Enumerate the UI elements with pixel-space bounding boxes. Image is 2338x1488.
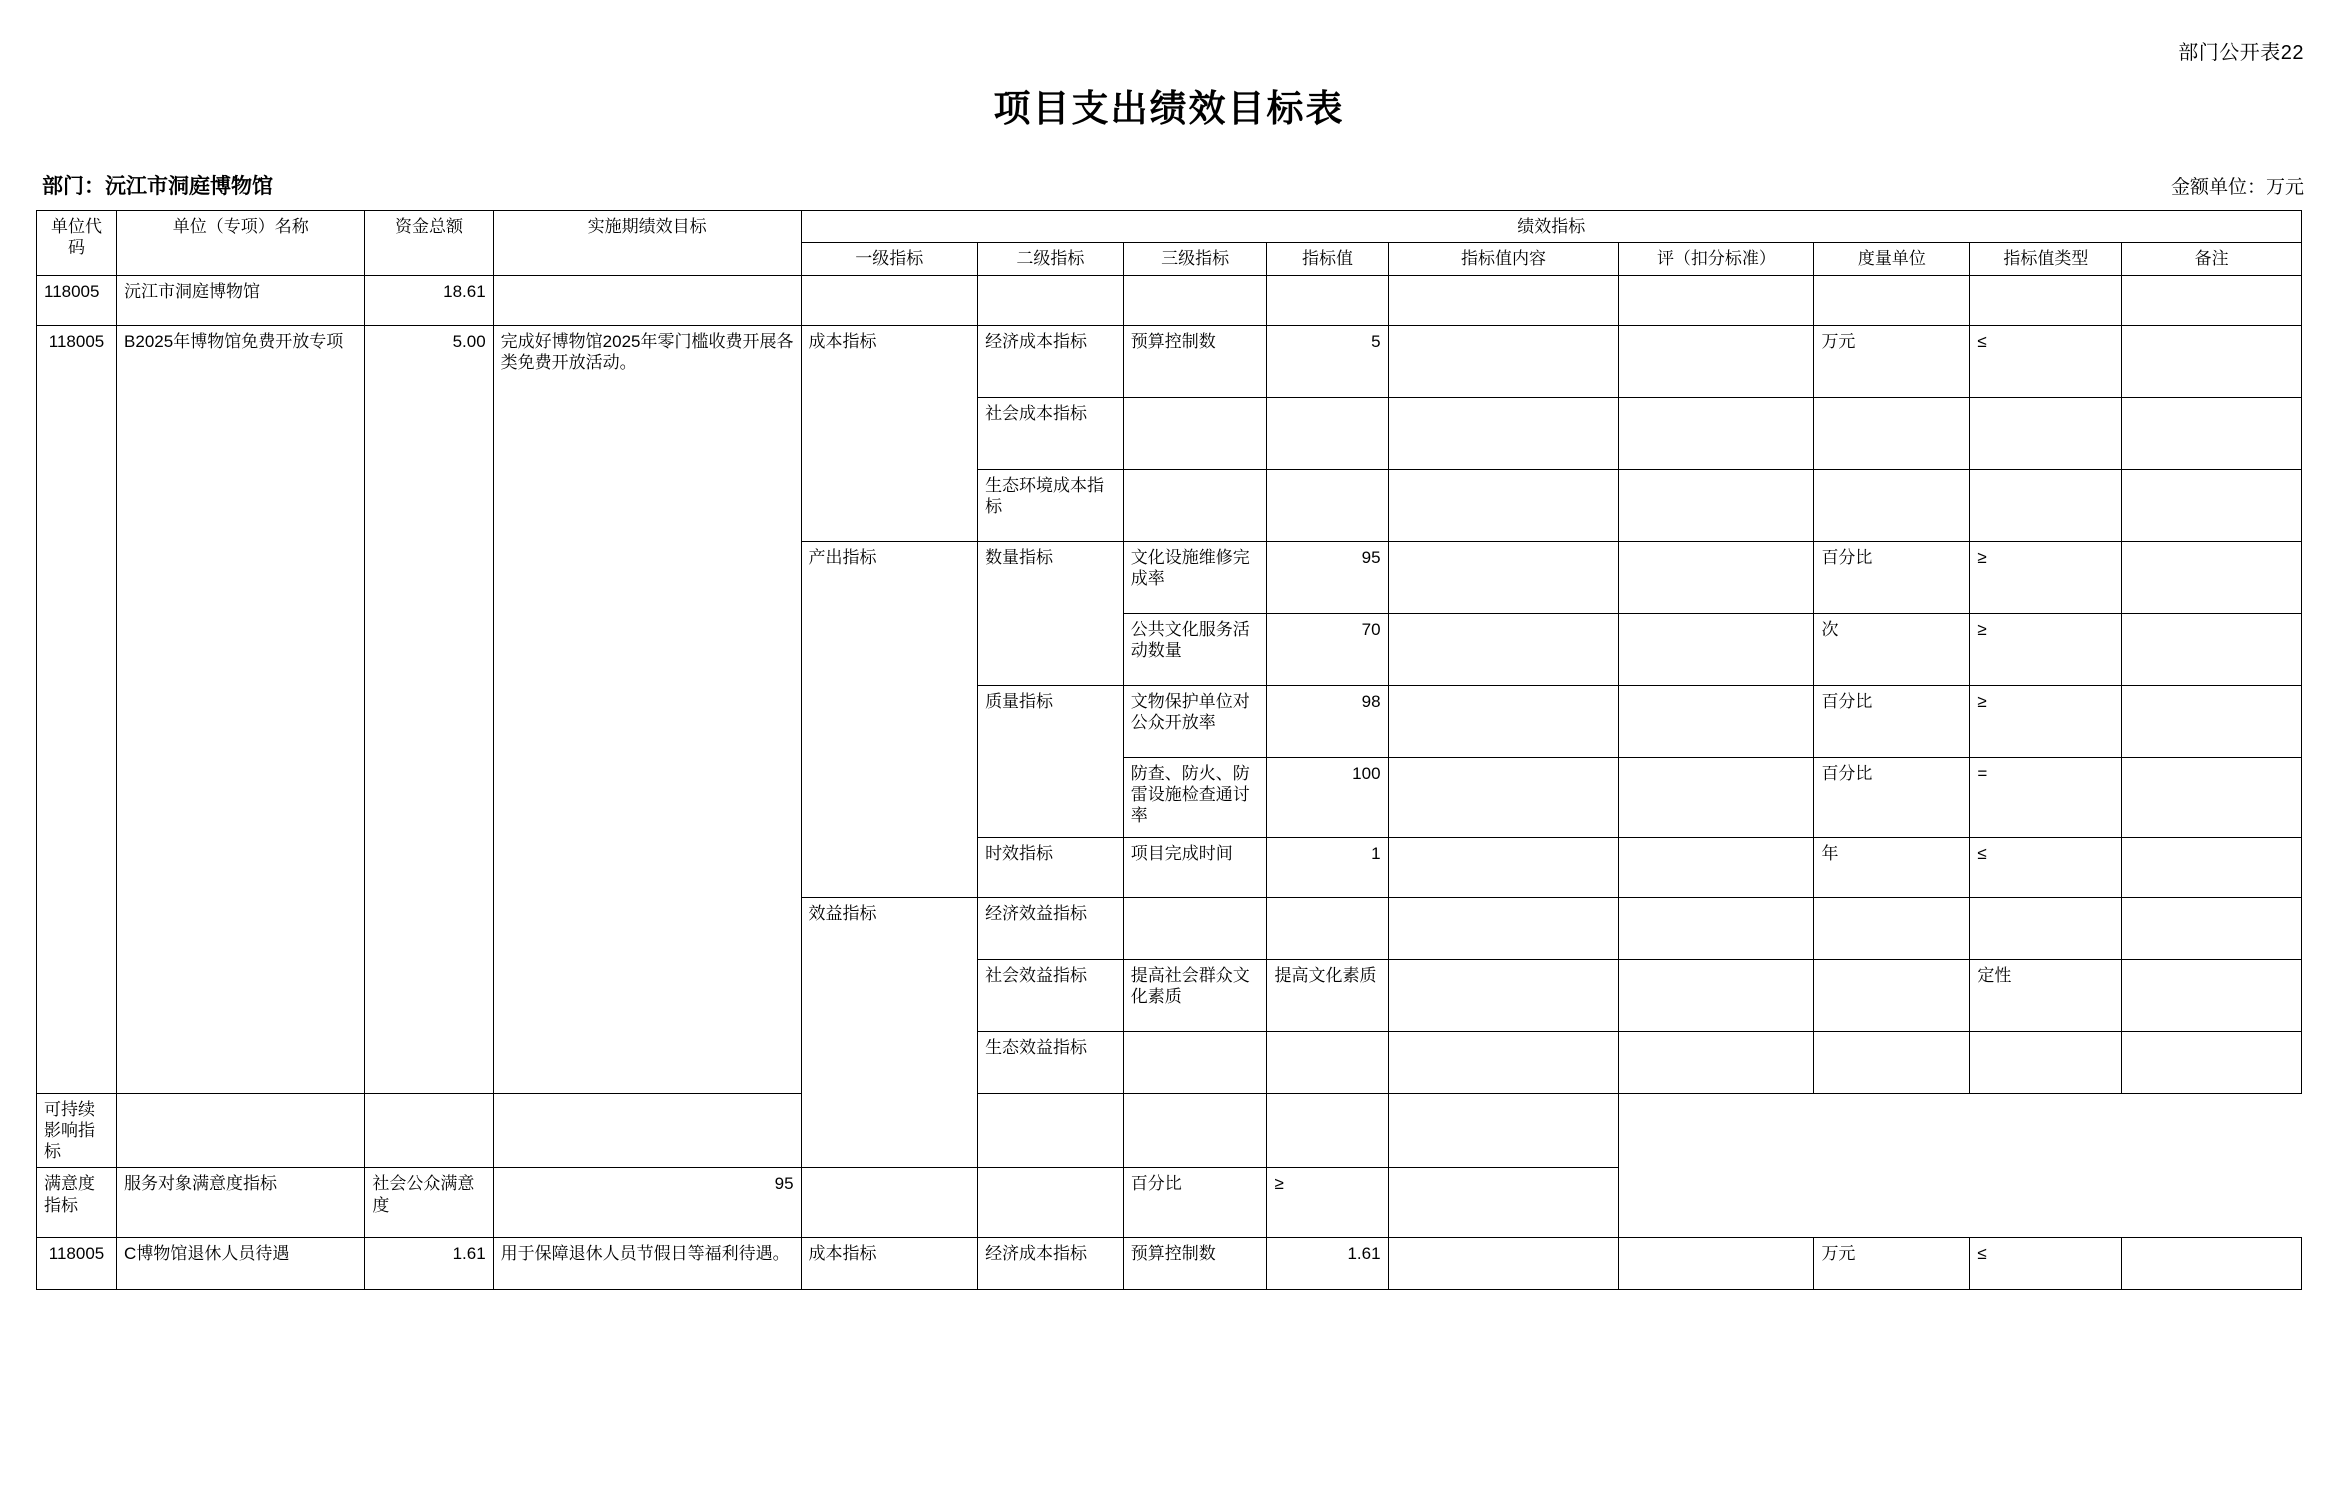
cell-remark xyxy=(2122,959,2302,1031)
cell-level2: 质量指标 xyxy=(978,685,1124,837)
cell-level2: 经济成本指标 xyxy=(978,325,1124,397)
cell-remark xyxy=(2122,469,2302,541)
cell-unit-name: 沅江市洞庭博物馆 xyxy=(117,275,365,325)
cell-level3: 公共文化服务活动数量 xyxy=(1123,613,1267,685)
col-measure-unit: 度量单位 xyxy=(1814,243,1970,275)
cell-value-type: 定性 xyxy=(1970,959,2122,1031)
cell-total-funds: 1.61 xyxy=(365,1238,493,1290)
cell-level3: 社会公众满意度 xyxy=(365,1168,493,1238)
performance-target-table xyxy=(36,210,2302,1290)
cell-level2: 数量指标 xyxy=(978,541,1124,685)
cell-measure-unit: 万元 xyxy=(1814,325,1970,397)
col-unit-code: 单位代码 xyxy=(37,211,117,276)
cell-score-standard xyxy=(978,1168,1124,1238)
cell-value-type: ≥ xyxy=(1970,613,2122,685)
cell-score-standard xyxy=(1619,1238,1814,1290)
amount-unit-label: 金额单位：万元 xyxy=(2170,177,2304,198)
cell-level2: 可持续影响指标 xyxy=(37,1093,117,1168)
cell-remark xyxy=(2122,1238,2302,1290)
cell-target-value-content xyxy=(801,1168,978,1238)
cell-total-funds: 18.61 xyxy=(365,275,493,325)
col-unit-name: 单位（专项）名称 xyxy=(117,211,365,276)
cell-remark xyxy=(2122,275,2302,325)
cell-level1: 产出指标 xyxy=(801,541,978,897)
cell-score-standard xyxy=(1619,685,1814,757)
cell-remark xyxy=(2122,757,2302,837)
cell-unit-name: C博物馆退休人员待遇 xyxy=(117,1238,365,1290)
cell-remark xyxy=(2122,1031,2302,1093)
cell-target-value: 95 xyxy=(493,1168,801,1238)
cell-measure-unit xyxy=(1814,1031,1970,1093)
cell-level2: 经济效益指标 xyxy=(978,897,1124,959)
cell-remark xyxy=(2122,897,2302,959)
cell-remark xyxy=(2122,325,2302,397)
cell-measure-unit: 百分比 xyxy=(1814,685,1970,757)
cell-score-standard xyxy=(1619,613,1814,685)
cell-target-value: 提高文化素质 xyxy=(1267,959,1388,1031)
cell-level2: 时效指标 xyxy=(978,837,1124,897)
col-value-type: 指标值类型 xyxy=(1970,243,2122,275)
cell-measure-unit: 百分比 xyxy=(1123,1168,1267,1238)
cell-target-value xyxy=(1267,275,1388,325)
cell-measure-unit: 百分比 xyxy=(1814,541,1970,613)
cell-level1: 成本指标 xyxy=(801,1238,978,1290)
cell-level3: 提高社会群众文化素质 xyxy=(1123,959,1267,1031)
cell-level3: 防查、防火、防雷设施检查通讨率 xyxy=(1123,757,1267,837)
col-level2: 二级指标 xyxy=(978,243,1124,275)
cell-level1: 满意度指标 xyxy=(37,1168,117,1238)
cell-target-value-content xyxy=(1388,837,1619,897)
cell-level3 xyxy=(1123,897,1267,959)
cell-target-value-content xyxy=(1388,685,1619,757)
cell-measure-unit: 次 xyxy=(1814,613,1970,685)
table-row xyxy=(37,1238,2302,1290)
cell-level2: 生态效益指标 xyxy=(978,1031,1124,1093)
cell-measure-unit xyxy=(1814,397,1970,469)
cell-score-standard xyxy=(978,1093,1124,1168)
cell-target-value xyxy=(1267,469,1388,541)
cell-target-value: 100 xyxy=(1267,757,1388,837)
cell-target-value-content xyxy=(1388,959,1619,1031)
cell-remark xyxy=(1388,1168,1619,1238)
meta-row xyxy=(0,170,2338,198)
table-row xyxy=(37,325,2302,397)
col-perf-indicator-group: 绩效指标 xyxy=(801,211,2301,243)
cell-target-value-content xyxy=(493,1093,801,1168)
cell-target-value-content xyxy=(1388,757,1619,837)
cell-measure-unit xyxy=(1814,469,1970,541)
cell-level1: 效益指标 xyxy=(801,897,978,1168)
col-level3: 三级指标 xyxy=(1123,243,1267,275)
col-target-value-content: 指标值内容 xyxy=(1388,243,1619,275)
cell-level3 xyxy=(117,1093,365,1168)
cell-target-value-content xyxy=(1388,1031,1619,1093)
cell-target-value xyxy=(365,1093,493,1168)
cell-target-value-content xyxy=(1388,613,1619,685)
cell-level2: 社会成本指标 xyxy=(978,397,1124,469)
cell-value-type: ≥ xyxy=(1267,1168,1388,1238)
cell-level3: 预算控制数 xyxy=(1123,325,1267,397)
table-row xyxy=(37,1093,2302,1168)
cell-score-standard xyxy=(1619,397,1814,469)
cell-remark xyxy=(2122,613,2302,685)
cell-level2: 社会效益指标 xyxy=(978,959,1124,1031)
cell-level3: 文物保护单位对公众开放率 xyxy=(1123,685,1267,757)
cell-remark xyxy=(2122,541,2302,613)
cell-target-value-content xyxy=(1388,897,1619,959)
cell-target-value: 95 xyxy=(1267,541,1388,613)
table-header-row-1 xyxy=(37,211,2302,243)
cell-target-value: 1.61 xyxy=(1267,1238,1388,1290)
form-code-label: 部门公开表22 xyxy=(2178,42,2304,64)
cell-score-standard xyxy=(1619,959,1814,1031)
cell-measure-unit: 年 xyxy=(1814,837,1970,897)
cell-level3: 预算控制数 xyxy=(1123,1238,1267,1290)
cell-unit-code: 118005 xyxy=(37,275,117,325)
department-label: 部门：沅江市洞庭博物馆 xyxy=(42,175,273,198)
cell-target-value-content xyxy=(1388,325,1619,397)
cell-value-type xyxy=(1970,1031,2122,1093)
cell-score-standard xyxy=(1619,757,1814,837)
cell-unit-name: B2025年博物馆免费开放专项 xyxy=(117,325,365,1093)
cell-score-standard xyxy=(1619,897,1814,959)
cell-value-type: ≤ xyxy=(1970,1238,2122,1290)
cell-period-goal xyxy=(493,275,801,325)
cell-target-value xyxy=(1267,1031,1388,1093)
cell-level1: 成本指标 xyxy=(801,325,978,541)
cell-target-value-content xyxy=(1388,469,1619,541)
col-level1: 一级指标 xyxy=(801,243,978,275)
cell-level2 xyxy=(978,275,1124,325)
col-score-standard: 评（扣分标准） xyxy=(1619,243,1814,275)
cell-value-type: ≥ xyxy=(1970,685,2122,757)
table-row xyxy=(37,1168,2302,1238)
cell-measure-unit xyxy=(1814,897,1970,959)
cell-target-value: 70 xyxy=(1267,613,1388,685)
col-total-funds: 资金总额 xyxy=(365,211,493,276)
cell-level2: 经济成本指标 xyxy=(978,1238,1124,1290)
cell-value-type xyxy=(1970,275,2122,325)
cell-value-type xyxy=(1970,469,2122,541)
cell-value-type xyxy=(1970,897,2122,959)
cell-level3 xyxy=(1123,397,1267,469)
cell-value-type xyxy=(1970,397,2122,469)
cell-score-standard xyxy=(1619,1031,1814,1093)
cell-level1 xyxy=(801,275,978,325)
col-period-goal: 实施期绩效目标 xyxy=(493,211,801,276)
cell-target-value: 1 xyxy=(1267,837,1388,897)
cell-score-standard xyxy=(1619,275,1814,325)
cell-value-type: ≤ xyxy=(1970,325,2122,397)
cell-level3: 项目完成时间 xyxy=(1123,837,1267,897)
cell-measure-unit xyxy=(1814,275,1970,325)
cell-total-funds: 5.00 xyxy=(365,325,493,1093)
cell-target-value-content xyxy=(1388,275,1619,325)
cell-level3 xyxy=(1123,275,1267,325)
cell-measure-unit: 百分比 xyxy=(1814,757,1970,837)
cell-target-value-content xyxy=(1388,397,1619,469)
cell-target-value-content xyxy=(1388,541,1619,613)
cell-remark xyxy=(2122,837,2302,897)
cell-level2: 生态环境成本指标 xyxy=(978,469,1124,541)
cell-period-goal: 完成好博物馆2025年零门槛收费开展各类免费开放活动。 xyxy=(493,325,801,1093)
col-target-value: 指标值 xyxy=(1267,243,1388,275)
page-title: 项目支出绩效目标表 xyxy=(993,88,1345,129)
cell-score-standard xyxy=(1619,469,1814,541)
cell-score-standard xyxy=(1619,541,1814,613)
cell-remark xyxy=(2122,397,2302,469)
cell-value-type: ≤ xyxy=(1970,837,2122,897)
cell-period-goal: 用于保障退休人员节假日等福利待遇。 xyxy=(493,1238,801,1290)
cell-target-value xyxy=(1267,397,1388,469)
cell-value-type xyxy=(1267,1093,1388,1168)
cell-score-standard xyxy=(1619,837,1814,897)
cell-target-value: 98 xyxy=(1267,685,1388,757)
cell-unit-code: 118005 xyxy=(37,325,117,1093)
cell-remark xyxy=(2122,685,2302,757)
cell-score-standard xyxy=(1619,325,1814,397)
cell-value-type: = xyxy=(1970,757,2122,837)
cell-measure-unit: 万元 xyxy=(1814,1238,1970,1290)
table-row xyxy=(37,275,2302,325)
cell-target-value-content xyxy=(1388,1238,1619,1290)
cell-measure-unit xyxy=(1123,1093,1267,1168)
cell-level2: 服务对象满意度指标 xyxy=(117,1168,365,1238)
cell-remark xyxy=(1388,1093,1619,1168)
cell-unit-code: 118005 xyxy=(37,1238,117,1290)
cell-target-value xyxy=(1267,897,1388,959)
cell-value-type: ≥ xyxy=(1970,541,2122,613)
cell-target-value: 5 xyxy=(1267,325,1388,397)
col-remark: 备注 xyxy=(2122,243,2302,275)
cell-measure-unit xyxy=(1814,959,1970,1031)
cell-level3 xyxy=(1123,1031,1267,1093)
cell-level3: 文化设施维修完成率 xyxy=(1123,541,1267,613)
cell-level3 xyxy=(1123,469,1267,541)
